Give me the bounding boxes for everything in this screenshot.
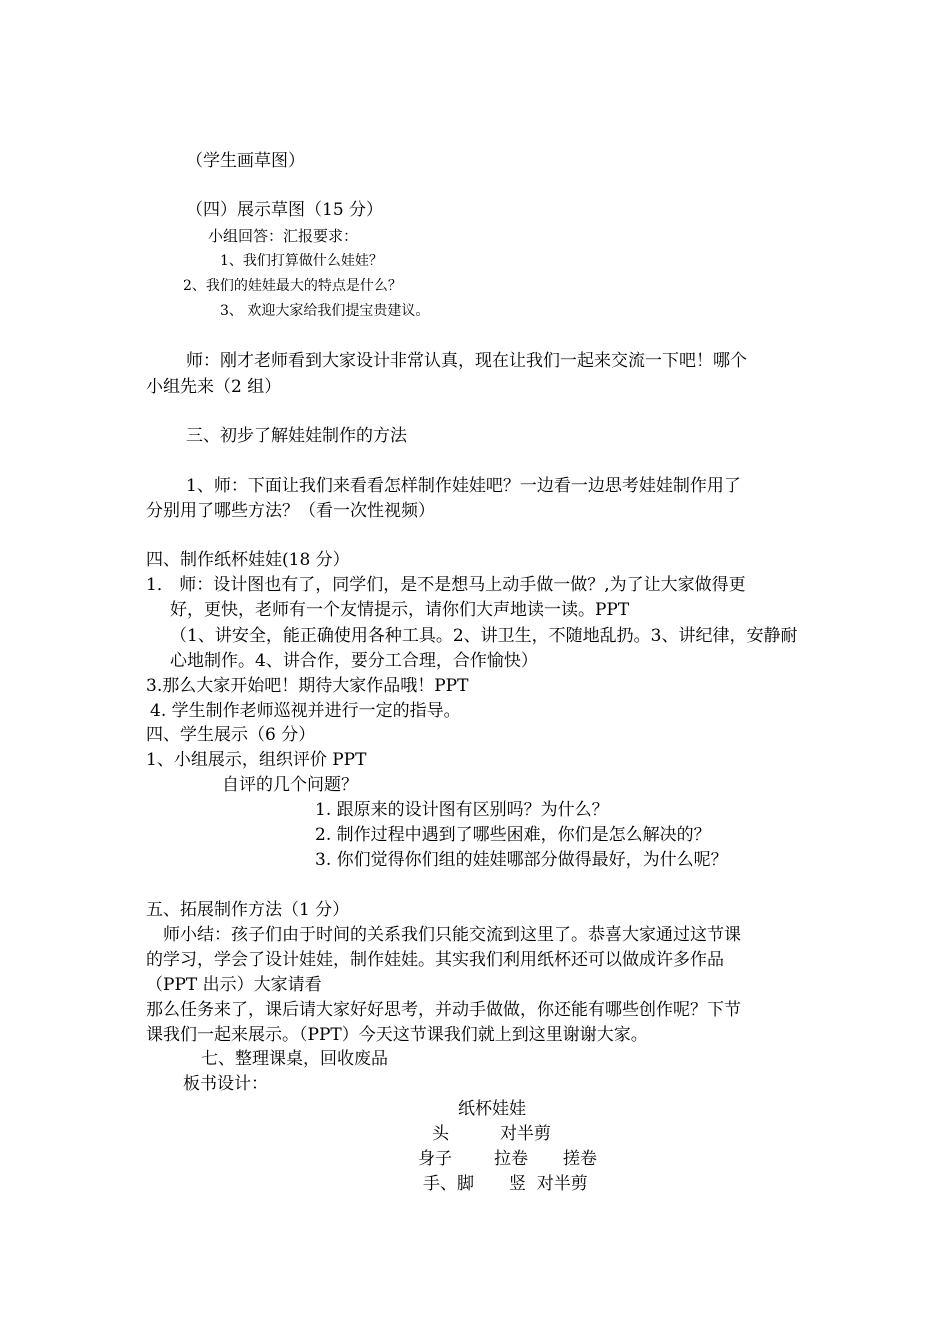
paragraph-line: 课我们一起来展示。（PPT）今天这节课我们就上到这里谢谢大家。 <box>146 1025 648 1045</box>
section-heading: （四）展示草图（15 分） <box>186 200 384 220</box>
list-item: 2. 制作过程中遇到了哪些困难，你们是怎么解决的？ <box>315 825 711 845</box>
section-heading: 七、整理课桌，回收废品 <box>201 1049 388 1069</box>
board-item: 搓卷 <box>563 1149 597 1169</box>
paragraph-line: （1、讲安全，能正确使用各种工具。2、讲卫生，不随地乱扔。3、讲纪律，安静耐 <box>170 626 798 646</box>
board-title: 纸杯娃娃 <box>458 1099 526 1119</box>
list-item: 3.那么大家开始吧！期待大家作品哦！PPT <box>146 676 469 696</box>
paragraph-line: 的学习，学会了设计娃娃，制作娃娃。其实我们利用纸杯还可以做成许多作品 <box>146 950 724 970</box>
list-item: 1、我们打算做什么娃娃？ <box>220 253 383 269</box>
section-heading: 三、初步了解娃娃制作的方法 <box>186 426 407 446</box>
board-item: 身子 <box>418 1149 452 1169</box>
paragraph-line: 自评的几个问题？ <box>222 775 358 795</box>
paragraph-line: 1、师：下面让我们来看看怎样制作娃娃吧？一边看一边思考娃娃制作用了 <box>186 476 741 496</box>
section-heading: 五、拓展制作方法（1 分） <box>146 900 350 920</box>
list-item: 1、小组展示，组织评价 PPT <box>146 750 367 770</box>
list-item: 1． 师：设计图也有了，同学们，是不是想马上动手做一做？,为了让大家做得更 <box>146 575 746 595</box>
list-item: 4. 学生制作老师巡视并进行一定的指导。 <box>150 701 461 721</box>
paragraph-line: 那么任务来了，课后请大家好好思考，并动手做做，你还能有哪些创作呢？下节 <box>146 1000 741 1020</box>
paragraph-line: 好，更快，老师有一个友情提示，请你们大声地读一读。PPT <box>170 600 630 620</box>
section-heading: 四、制作纸杯娃娃(18 分） <box>146 550 350 570</box>
paragraph-line: 小组先来（2 组） <box>146 377 282 397</box>
paragraph-line: 分别用了哪些方法？（看一次性视频） <box>146 501 435 521</box>
list-item: 3、 欢迎大家给我们提宝贵建议。 <box>220 303 430 319</box>
paragraph-line: 心地制作。4、讲合作，要分工合理，合作愉快） <box>170 651 538 671</box>
list-item: 3. 你们觉得你们组的娃娃哪部分做得最好，为什么呢？ <box>315 850 728 870</box>
section-heading: 四、学生展示（6 分） <box>146 725 316 745</box>
paragraph-line: （学生画草图） <box>186 151 305 171</box>
board-item: 竖 对半剪 <box>509 1174 588 1194</box>
board-item: 手、脚 <box>423 1174 474 1194</box>
list-item: 1. 跟原来的设计图有区别吗？为什么？ <box>315 800 609 820</box>
board-item: 头 <box>432 1124 449 1144</box>
paragraph-line: 师小结：孩子们由于时间的关系我们只能交流到这里了。恭喜大家通过这节课 <box>163 925 741 945</box>
paragraph-line: 小组回答：汇报要求： <box>208 227 359 245</box>
paragraph-line: 师：刚才老师看到大家设计非常认真，现在让我们一起来交流一下吧！哪个 <box>186 351 747 371</box>
list-item: 2、我们的娃娃最大的特点是什么？ <box>183 278 402 294</box>
board-item: 对半剪 <box>500 1124 551 1144</box>
paragraph-line: （PPT 出示）大家请看 <box>146 975 322 995</box>
board-item: 拉卷 <box>494 1149 528 1169</box>
paragraph-line: 板书设计： <box>183 1074 268 1094</box>
